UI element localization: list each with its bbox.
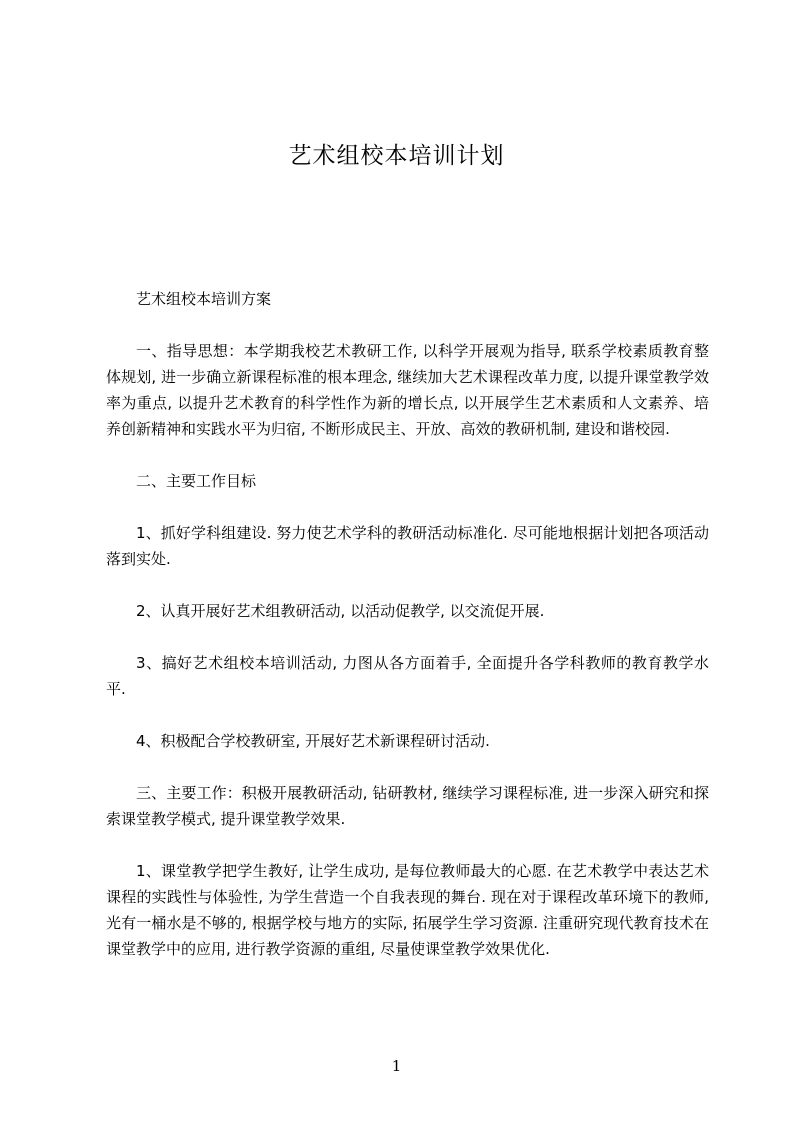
page-number: 1 — [391, 1057, 402, 1075]
subtitle-paragraph: 艺术组校本培训方案 — [136, 290, 272, 308]
main-work-paragraph: 三、主要工作：积极开展教研活动, 钻研教材, 继续学习课程标准, 进一步深入研究和探索课堂教学模式, 提升课堂教学效果. — [106, 784, 709, 828]
goal-item-4: 4、积极配合学校教研室, 开展好艺术新课程研讨活动. — [136, 732, 490, 750]
goal-item-1: 1、抓好学科组建设. 努力使艺术学科的教研活动标准化. 尽可能地根据计划把各项活动落到实处. — [106, 524, 709, 568]
section-heading-goals: 二、主要工作目标 — [136, 472, 257, 490]
guiding-ideology-paragraph: 一、指导思想：本学期我校艺术教研工作, 以科学开展观为指导, 联系学校素质教育整体规划, 进一步确立新课程标准的根本理念, 继续加大艺术课程改革力度, 以提升课堂教学效率为重点, 以提升艺术教育的科学性作为新的增长点, 以开展学生艺术素质和人文素养、培养创新精神和实践水平为归宿, 不断形成民主、开放、高效的教研机制, 建设和谐校园. — [106, 342, 709, 438]
goal-item-2: 2、认真开展好艺术组教研活动, 以活动促教学, 以交流促开展. — [136, 602, 545, 620]
work-item-1: 1、课堂教学把学生教好, 让学生成功, 是每位教师最大的心愿. 在艺术教学中表达艺术课程的实践性与体验性, 为学生营造一个自我表现的舞台. 现在对于课程改革环境下的教师, 光有一桶水是不够的, 根据学校与地方的实际, 拓展学生学习资源. 注重研究现代教育技术在课堂教学中的应用, 进行教学资源的重组, 尽量使课堂教学效果优化. — [106, 862, 709, 958]
document-title: 艺术组校本培训计划 — [288, 143, 505, 169]
goal-item-3: 3、搞好艺术组校本培训活动, 力图从各方面着手, 全面提升各学科教师的教育教学水平. — [106, 654, 709, 698]
document-body — [106, 286, 709, 988]
